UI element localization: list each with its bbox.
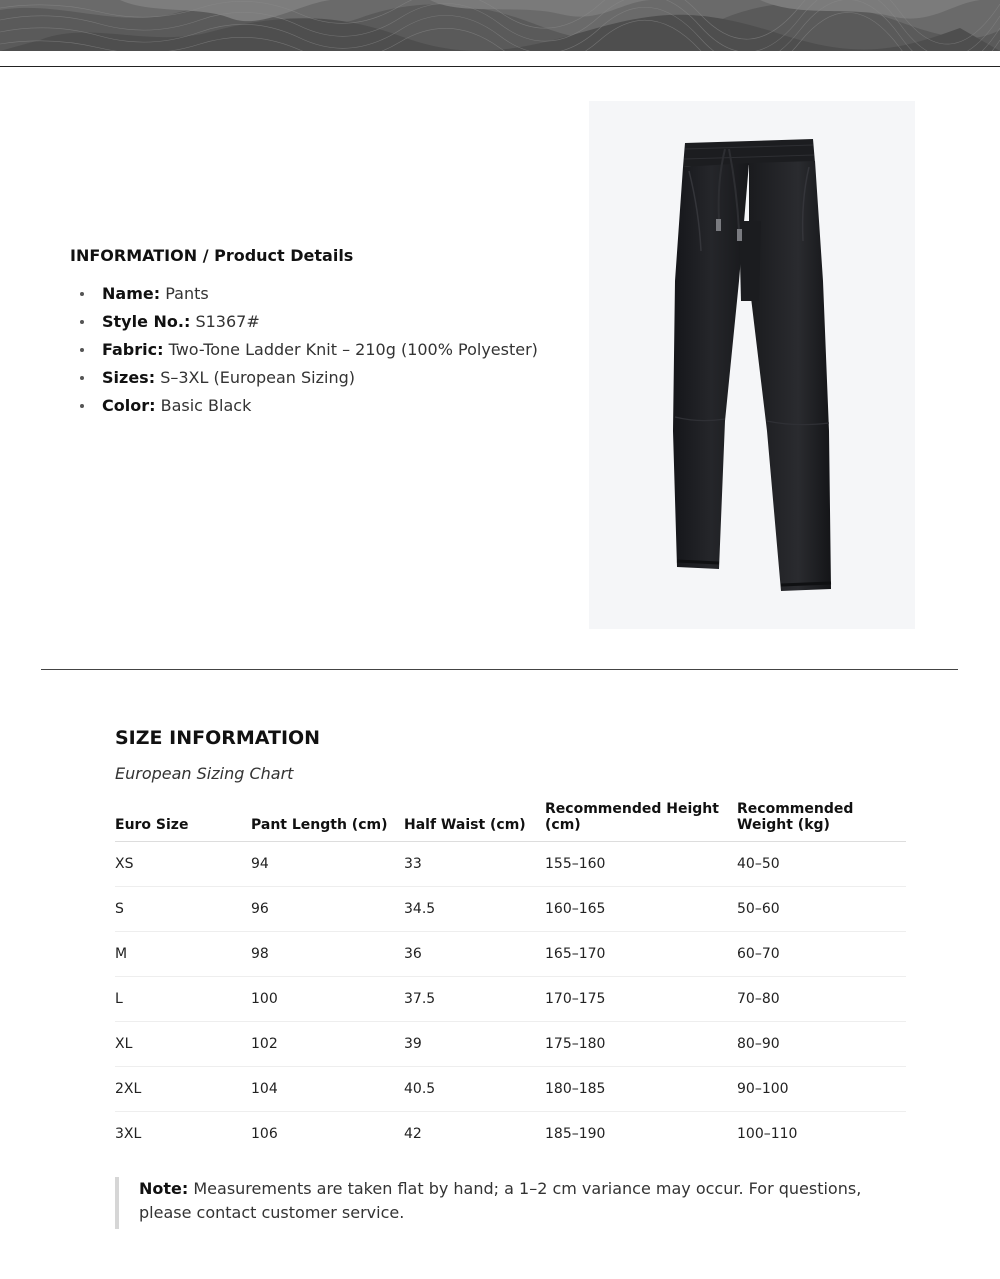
detail-key: Color: bbox=[102, 396, 156, 415]
table-cell: 70–80 bbox=[737, 976, 906, 1021]
table-cell: 155–160 bbox=[545, 841, 737, 886]
table-cell: 80–90 bbox=[737, 1021, 906, 1066]
table-cell: 94 bbox=[251, 841, 404, 886]
product-photo bbox=[589, 101, 915, 629]
table-cell: 165–170 bbox=[545, 931, 737, 976]
table-cell: L bbox=[115, 976, 251, 1021]
note-label: Note: bbox=[139, 1179, 189, 1198]
column-header: Half Waist (cm) bbox=[404, 795, 545, 841]
note-text: Measurements are taken flat by hand; a 1–2 cm variance may occur. For questions, please contact customer service. bbox=[139, 1179, 862, 1222]
table-cell: 180–185 bbox=[545, 1066, 737, 1111]
table-cell: 42 bbox=[404, 1125, 422, 1142]
detail-value: Two-Tone Ladder Knit – 210g (100% Polyester) bbox=[168, 340, 538, 359]
table-cell: 36 bbox=[404, 931, 545, 976]
table-row bbox=[115, 931, 906, 976]
detail-item bbox=[70, 336, 570, 364]
table-cell: 98 bbox=[251, 931, 404, 976]
detail-value: Pants bbox=[165, 284, 209, 303]
table-cell: 2XL bbox=[115, 1066, 251, 1111]
table-row bbox=[115, 1066, 906, 1111]
table-cell: 33 bbox=[404, 841, 545, 886]
section-divider bbox=[41, 669, 958, 670]
table-cell: 50–60 bbox=[737, 886, 906, 931]
size-section-title: SIZE INFORMATION bbox=[115, 727, 321, 749]
column-header: Pant Length (cm) bbox=[251, 795, 404, 841]
detail-item bbox=[70, 308, 570, 336]
table-header-row bbox=[115, 795, 906, 841]
table-cell: 40–50 bbox=[737, 841, 906, 886]
pants-image bbox=[589, 101, 915, 629]
table-cell: 39 bbox=[404, 1021, 545, 1066]
detail-value: S1367# bbox=[195, 312, 260, 331]
column-header: Euro Size bbox=[115, 795, 251, 841]
table-cell: 100–110 bbox=[737, 1125, 798, 1142]
detail-item bbox=[70, 392, 570, 420]
table-row bbox=[115, 841, 906, 886]
detail-key: Style No.: bbox=[102, 312, 191, 331]
detail-item bbox=[70, 364, 570, 392]
table-cell: 37.5 bbox=[404, 976, 545, 1021]
detail-key: Sizes: bbox=[102, 368, 156, 387]
table-cell: 40.5 bbox=[404, 1066, 545, 1111]
table-cell: 60–70 bbox=[737, 931, 906, 976]
table-cell: XS bbox=[115, 841, 251, 886]
table-cell: M bbox=[115, 931, 251, 976]
detail-item bbox=[70, 280, 570, 308]
table-cell: 160–165 bbox=[545, 886, 737, 931]
table-row bbox=[115, 886, 906, 931]
camo-pattern-image bbox=[0, 0, 1000, 51]
table-cell: 104 bbox=[251, 1066, 404, 1111]
measurement-note bbox=[115, 1177, 906, 1229]
detail-value: S–3XL (European Sizing) bbox=[160, 368, 356, 387]
table-cell: 3XL bbox=[115, 1125, 142, 1142]
table-cell: 34.5 bbox=[404, 886, 545, 931]
table-row bbox=[115, 1111, 906, 1156]
detail-key: Fabric: bbox=[102, 340, 164, 359]
table-cell: 102 bbox=[251, 1021, 404, 1066]
table-cell: 175–180 bbox=[545, 1021, 737, 1066]
table-row bbox=[115, 976, 906, 1021]
detail-value: Basic Black bbox=[160, 396, 252, 415]
details-title: INFORMATION / Product Details bbox=[70, 246, 354, 265]
detail-key: Name: bbox=[102, 284, 161, 303]
header-banner bbox=[0, 0, 1000, 51]
details-list bbox=[70, 280, 570, 420]
column-header: Recommended Height (cm) bbox=[545, 795, 737, 841]
table-cell: S bbox=[115, 886, 251, 931]
table-cell: 185–190 bbox=[545, 1125, 606, 1142]
top-divider bbox=[0, 66, 1000, 67]
size-table bbox=[115, 795, 906, 1156]
column-header: Recommended Weight (kg) bbox=[737, 795, 906, 841]
size-section-subtitle: European Sizing Chart bbox=[115, 764, 294, 783]
table-cell: XL bbox=[115, 1021, 251, 1066]
table-row bbox=[115, 1021, 906, 1066]
table-cell: 106 bbox=[251, 1125, 278, 1142]
table-cell: 96 bbox=[251, 886, 404, 931]
product-details bbox=[70, 246, 570, 420]
table-cell: 100 bbox=[251, 976, 404, 1021]
table-cell: 90–100 bbox=[737, 1066, 906, 1111]
table-cell: 170–175 bbox=[545, 976, 737, 1021]
